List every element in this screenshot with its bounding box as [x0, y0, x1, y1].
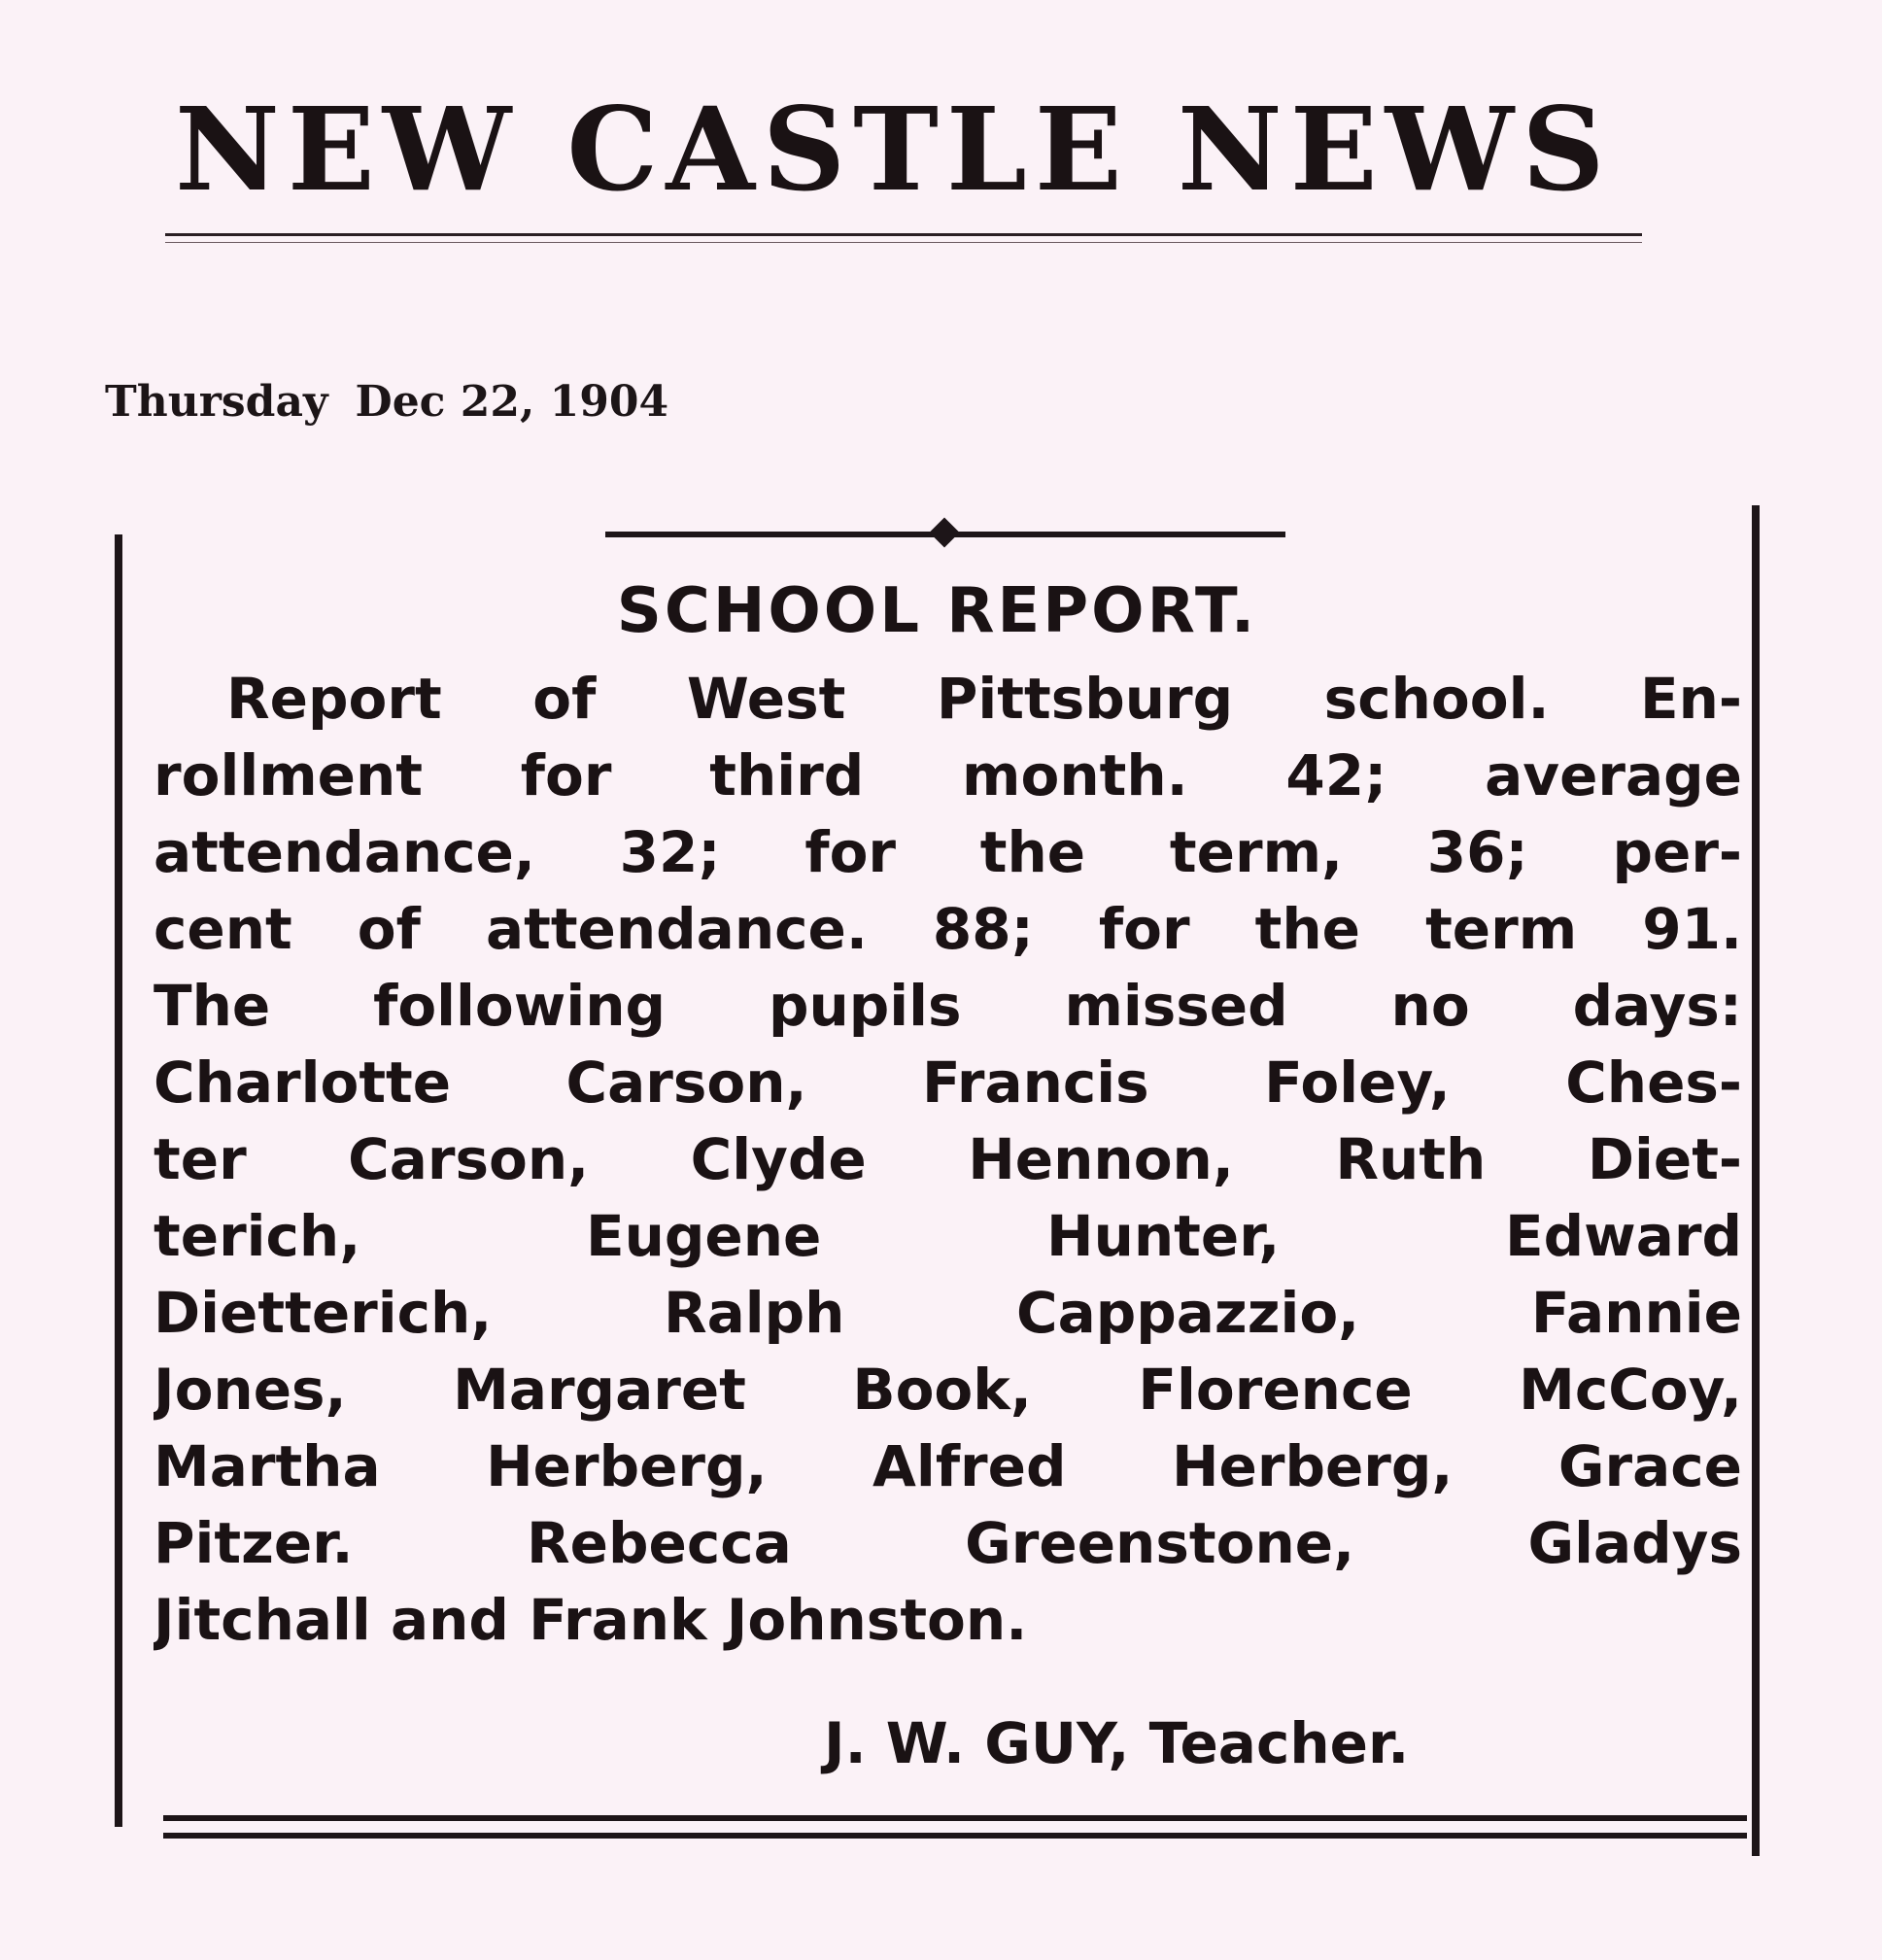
- bottom-rule: [163, 1833, 1747, 1839]
- article-line: Dietterich, Ralph Cappazzio, Fannie: [154, 1280, 1742, 1346]
- clipping-border-right: [1752, 505, 1760, 1856]
- article-line: attendance, 32; for the term, 36; per-: [154, 819, 1742, 885]
- article-clipping: [115, 505, 1766, 1856]
- article-line: cent of attendance. 88; for the term 91.: [154, 896, 1742, 962]
- article-line: terich, Eugene Hunter, Edward: [154, 1203, 1742, 1269]
- article-line: Report of West Pittsburg school. En-: [226, 666, 1742, 732]
- article-body: [154, 661, 1742, 1659]
- article-line: Jones, Margaret Book, Florence McCoy,: [154, 1357, 1742, 1423]
- article-signature: J. W. GUY, Teacher.: [824, 1710, 1410, 1776]
- article-line: The following pupils missed no days:: [154, 973, 1742, 1039]
- article-heading: SCHOOL REPORT.: [616, 575, 1258, 647]
- ornament-diamond-icon: [929, 517, 959, 547]
- dateline-weekday: Thursday: [105, 377, 328, 427]
- dateline: [105, 377, 668, 427]
- masthead-rule: [165, 233, 1642, 236]
- article-line: Pitzer. Rebecca Greenstone, Gladys: [154, 1510, 1742, 1576]
- bottom-rule: [163, 1815, 1747, 1821]
- article-line: Martha Herberg, Alfred Herberg, Grace: [154, 1433, 1742, 1499]
- masthead: [165, 82, 1642, 233]
- newspaper-title: NEW CASTLE NEWS: [175, 82, 1613, 217]
- dateline-date: Dec 22, 1904: [355, 377, 669, 427]
- article-line: rollment for third month. 42; average: [154, 742, 1742, 808]
- article-line: Jitchall and Frank Johnston.: [154, 1587, 1028, 1653]
- article-line: ter Carson, Clyde Hennon, Ruth Diet-: [154, 1126, 1742, 1192]
- clipping-border-left: [115, 534, 122, 1827]
- masthead-rule-thin: [165, 242, 1642, 243]
- article-line: Charlotte Carson, Francis Foley, Ches-: [154, 1049, 1742, 1116]
